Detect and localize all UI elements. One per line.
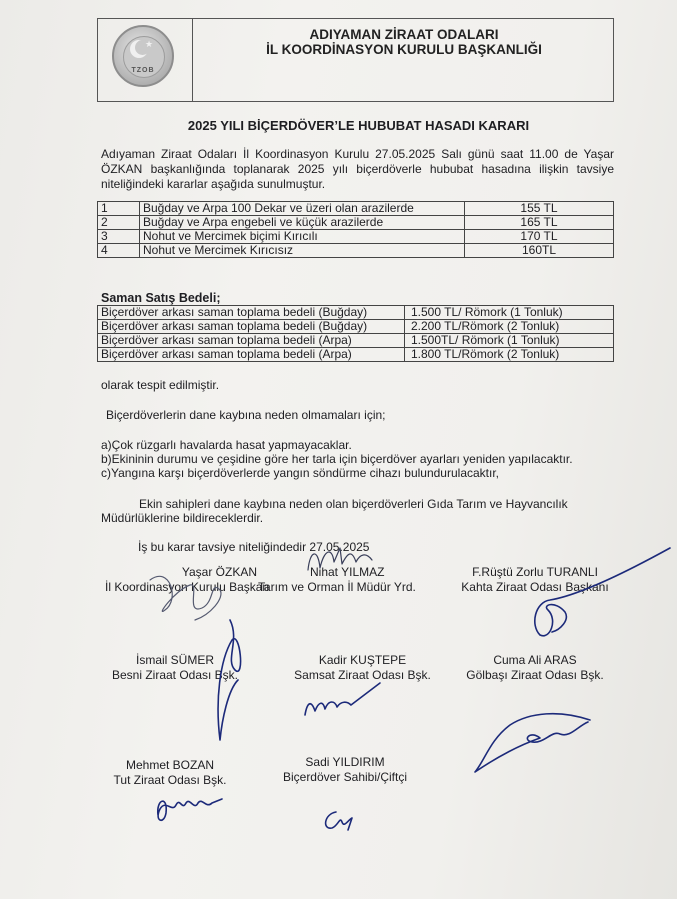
row-price: 160TL — [465, 244, 614, 258]
row-price: 1.500 TL/ Römork (1 Tonluk) — [405, 306, 614, 320]
signature-bozan — [148, 785, 228, 830]
signer-bozan — [95, 758, 245, 788]
table-row — [98, 244, 614, 258]
ekin-line1: Ekin sahipleri dane kaybına neden olan biçerdöverleri Gıda Tarım ve Hayvancılık — [139, 497, 568, 511]
row-number: 3 — [98, 230, 140, 244]
signer-title: Gölbaşı Ziraat Odası Bşk. — [466, 668, 604, 682]
signer-title: Tut Ziraat Odası Bşk. — [113, 773, 227, 787]
intro-text: Adıyaman Ziraat Odaları İl Koordinasyon Kurulu 27.05.2025 Salı günü saat 11.00 de Yaşar ÖZKAN başkanlığında toplanarak 2025 yılı biçerdöverle hububat hasadına ilişkin tavsiye niteliğindeki kararlar aşağıda sunulmuştur. — [101, 147, 614, 191]
harvest-price-table — [97, 201, 614, 258]
row-price: 165 TL — [465, 216, 614, 230]
signer-aras — [455, 653, 615, 683]
signature-turanli — [510, 540, 677, 650]
row-price: 1.500TL/ Römork (1 Tonluk) — [405, 334, 614, 348]
table-row — [98, 216, 614, 230]
list-item: b)Ekininin durumu ve çeşidine göre her tarla için biçerdöver ayarları yeniden yapılacaktır. — [101, 452, 573, 466]
table-row — [98, 306, 614, 320]
intro-paragraph — [101, 147, 614, 192]
logo-cell — [98, 19, 193, 101]
row-number: 2 — [98, 216, 140, 230]
signer-name: İsmail SÜMER — [135, 653, 214, 667]
row-description: Buğday ve Arpa engebeli ve küçük arazilerde — [140, 216, 465, 230]
logo-text: TZOB — [131, 67, 155, 74]
row-description: Biçerdöver arkası saman toplama bedeli (Buğday) — [98, 306, 405, 320]
table-row — [98, 334, 614, 348]
signer-yildirim — [270, 755, 420, 785]
row-price: 170 TL — [465, 230, 614, 244]
signer-name: Nihat YILMAZ — [310, 565, 385, 579]
signer-name: Kadir KUŞTEPE — [318, 653, 407, 667]
table-row — [98, 230, 614, 244]
org-name-line1: ADIYAMAN ZİRAAT ODALARI — [309, 27, 499, 42]
straw-price-heading: Saman Satış Bedeli; — [101, 291, 221, 305]
table-row — [98, 348, 614, 362]
signature-sumer — [200, 610, 260, 750]
signer-name: Sadi YILDIRIM — [305, 755, 385, 769]
signature-kustepe — [295, 675, 395, 725]
kayip-intro: Biçerdöverlerin dane kaybına neden olmamaları için; — [106, 408, 386, 422]
signer-title: Kahta Ziraat Odası Başkanı — [461, 580, 609, 594]
signer-name: Yaşar ÖZKAN — [181, 565, 257, 579]
row-number: 1 — [98, 202, 140, 216]
list-item: c)Yangına karşı biçerdöverlerde yangın söndürme cihazı bulundurulacaktır, — [101, 466, 499, 480]
list-item: a)Çok rüzgarlı havalarda hasat yapmayacaklar. — [101, 438, 352, 452]
signature-yilmaz — [300, 540, 390, 580]
row-description: Biçerdöver arkası saman toplama bedeli (Arpa) — [98, 334, 405, 348]
row-price: 1.800 TL/Römork (2 Tonluk) — [405, 348, 614, 362]
signer-title: Besni Ziraat Odası Bşk. — [111, 668, 239, 682]
org-name-line2: İL KOORDİNASYON KURULU BAŞKANLIĞI — [266, 42, 542, 57]
document-title: 2025 YILI BİÇERDÖVER’LE HUBUBAT HASADI KARARI — [187, 118, 530, 133]
row-description: Buğday ve Arpa 100 Dekar ve üzeri olan arazilerde — [140, 202, 465, 216]
row-description: Biçerdöver arkası saman toplama bedeli (Arpa) — [98, 348, 405, 362]
letterhead — [97, 18, 614, 102]
signer-name: F.Rüştü Zorlu TURANLI — [472, 565, 598, 579]
row-description: Nohut ve Mercimek biçimi Kırıcılı — [140, 230, 465, 244]
tzob-logo: ★ TZOB — [112, 25, 174, 87]
straw-price-table — [97, 305, 614, 362]
row-description: Biçerdöver arkası saman toplama bedeli (Buğday) — [98, 320, 405, 334]
signer-name: Mehmet BOZAN — [125, 758, 215, 772]
row-price: 2.200 TL/Römork (2 Tonluk) — [405, 320, 614, 334]
signature-aras — [460, 700, 600, 780]
row-description: Nohut ve Mercimek Kırıcısız — [140, 244, 465, 258]
table-row — [98, 202, 614, 216]
signer-title: Samsat Ziraat Odası Bşk. — [294, 668, 431, 682]
signer-title: Biçerdöver Sahibi/Çiftçi — [282, 770, 408, 784]
table-row — [98, 320, 614, 334]
signer-title: İl Koordinasyon Kurulu Başkan — [105, 580, 270, 594]
recommendation-line: İş bu karar tavsiye niteliğindedir 27.05.2025 — [138, 540, 370, 554]
signature-yildirim — [318, 802, 368, 837]
row-price: 155 TL — [465, 202, 614, 216]
signer-title: Tarım ve Orman İl Müdür Yrd. — [258, 580, 416, 594]
row-number: 4 — [98, 244, 140, 258]
ekin-line2: Müdürlüklerine bildireceklerdir. — [101, 511, 264, 525]
tespit-text: olarak tespit edilmiştir. — [101, 378, 220, 392]
signer-name: Cuma Ali ARAS — [493, 653, 577, 667]
